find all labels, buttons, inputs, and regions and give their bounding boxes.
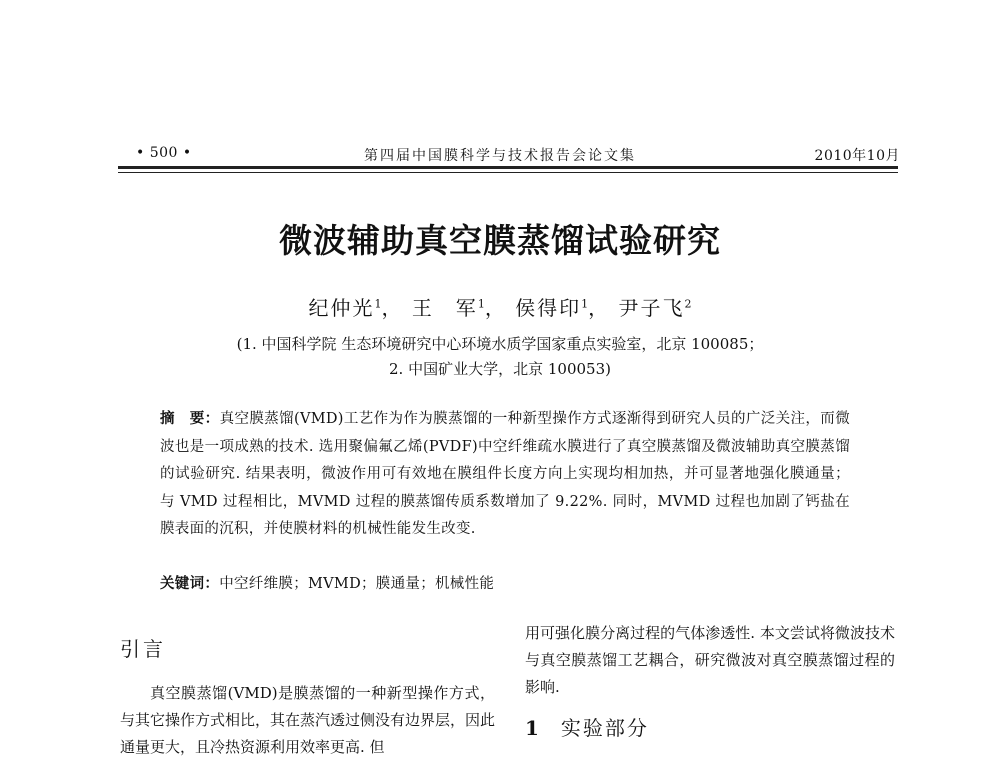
abstract-label: 摘 要： [160, 410, 220, 427]
keywords-label: 关键词： [160, 575, 220, 592]
abstract [160, 405, 850, 544]
journal-title: 第四届中国膜科学与技术报告会论文集 [364, 148, 636, 164]
affiliation-line: 2. 中国矿业大学，北京 100053) [389, 360, 611, 378]
author-affiliation-mark: 1 [477, 297, 485, 311]
abstract-text: 真空膜蒸馏(VMD)工艺作为作为膜蒸馏的一种新型操作方式逐渐得到研究人员的广泛关注，而微波也是一项成熟的技术. 选用聚偏氟乙烯(PVDF)中空纤维疏水膜进行了真空膜蒸馏及微波辅助真空膜蒸馏的试验研究. 结果表明，微波作用可有效地在膜组件长度方向上实现均相加热，并可显著地强化膜通量；与 VMD 过程相比，MVMD 过程的膜蒸馏传质系数增加了 9.22%. 同时，MVMD 过程也加剧了钙盐在膜表面的沉积，并使膜材料的机械性能发生改变. [160, 411, 850, 537]
author-list [0, 292, 1000, 321]
section-title: 实验部分 [560, 716, 649, 740]
author-affiliation-mark: 2 [684, 297, 692, 311]
header-rule-thin [118, 172, 898, 173]
author-separator: ， [381, 296, 404, 320]
author-name: 纪仲光 [308, 296, 375, 320]
intro-paragraph: 真空膜蒸馏(VMD)是膜蒸馏的一种新型操作方式，与其它操作方式相比，其在蒸汽透过侧没有边界层，因此通量更大，且冷热资源利用效率更高. 但 [120, 684, 496, 756]
section-heading-experimental [525, 712, 649, 741]
author-affiliation-mark: 1 [374, 297, 382, 311]
keywords [160, 572, 850, 593]
paper-title: 微波辅助真空膜蒸馏试验研究 [279, 221, 721, 260]
header-rule-thick [118, 166, 898, 169]
publication-date: 2010年10月 [814, 148, 900, 164]
author-affiliation-mark: 1 [581, 297, 589, 311]
author-name: 侯得印 [515, 296, 582, 320]
section-heading-intro: 引言 [120, 637, 166, 661]
page-number: • 500 • [136, 145, 192, 161]
right-column [525, 620, 895, 701]
author-separator: ， [484, 296, 507, 320]
continuation-paragraph: 用可强化膜分离过程的气体渗透性. 本文尝试将微波技术与真空膜蒸馏工艺耦合，研究微波对真空膜蒸馏过程的影响. [525, 624, 895, 696]
author-name: 尹子飞 [618, 296, 685, 320]
affiliation-line: (1. 中国科学院 生态环境研究中心环境水质学国家重点实验室，北京 100085； [236, 335, 764, 353]
left-column [120, 680, 495, 761]
author-name: 王 军 [411, 296, 478, 320]
section-number: 1 [525, 716, 541, 740]
author-separator: ， [588, 296, 611, 320]
keywords-text: 中空纤维膜；MVMD；膜通量；机械性能 [219, 576, 495, 592]
